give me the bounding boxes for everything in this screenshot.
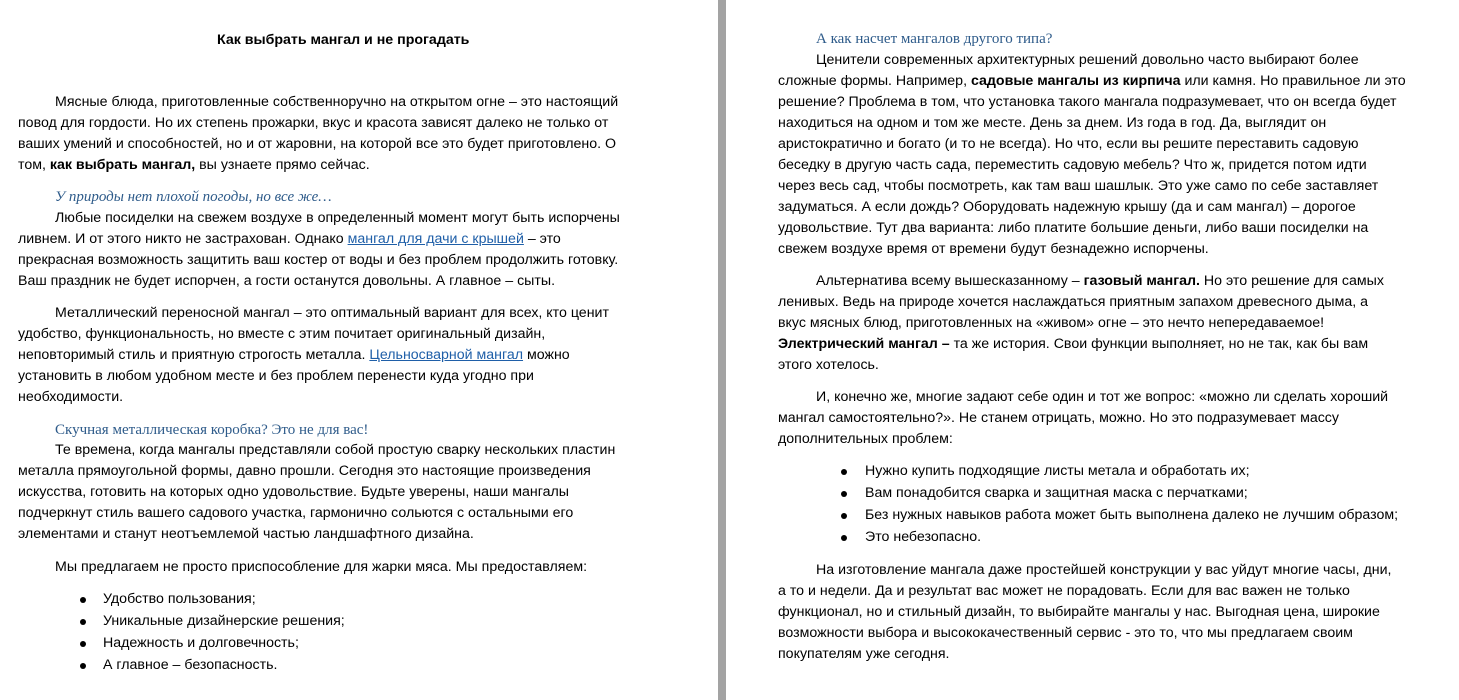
r-p2-line-2: ленивых. Ведь на природе хочется наслаждаться приятным запахом древесного дыма, а [778, 294, 1368, 310]
bullet-icon [80, 641, 86, 647]
r-p2-line-4: Электрический мангал – та же история. Свои функции выполняет, но не так, как бы вам [778, 336, 1369, 352]
r-p4-line-2: а то и недели. Да и результат вас может не порадовать. Если для вас важен не только [778, 583, 1350, 599]
p3-line-3: искусства, готовить на которых одно удовольствие. Будьте уверены, наши мангалы [18, 484, 569, 500]
r-p2-line-1: Альтернатива всему вышесказанному – газовый мангал. Но это решение для самых [816, 273, 1384, 289]
r-p4-line-5: покупателям уже сегодня. [778, 646, 950, 662]
intro-line-1: Мясные блюда, приготовленные собственноручно на открытом огне – это настоящий [55, 94, 619, 110]
bullet-icon [80, 619, 86, 625]
list-item: Вам понадобится сварка и защитная маска с перчатками; [865, 485, 1248, 501]
bullet-icon [841, 469, 847, 475]
r-p2-line-3: вкус мясных блюд, приготовленных на «живом» огне – это нечто непередаваемое! [778, 315, 1325, 331]
left-page [0, 0, 718, 700]
list-item: Надежность и долговечность; [103, 635, 299, 651]
p1-line-4: Ваш праздник не будет испорчен, а гости останутся довольны. А главное – сыты. [18, 273, 556, 289]
keyword-gas-grill: газовый мангал. [1083, 273, 1200, 289]
r-p1-line-9: удовольствие. Тут два варианта: либо платите большие деньги, либо ваши посиделки на [778, 220, 1369, 236]
r-p1-line-2: сложные формы. Например, садовые мангалы из кирпича или камня. Но правильное ли это [778, 73, 1406, 89]
keyword-how-to-choose: как выбрать мангал, [49, 157, 196, 173]
r-p1-line-10: свежем воздухе время от времени будут безнадежно испорчены. [778, 241, 1209, 257]
r-p1-line-6: беседку в другую часть сада, переместить садовую мебель? Что ж, придется потом идти [778, 157, 1367, 173]
list-item: Без нужных навыков работа может быть выполнена далеко не лучшим образом; [865, 507, 1399, 523]
r-p4-line-3: функционал, но и стильный дизайн, то выбирайте мангалы у нас. Выгодная цена, широкие [778, 604, 1380, 620]
bullet-icon [80, 597, 86, 603]
link-roof-grill[interactable]: мангал для дачи с крышей [347, 231, 524, 247]
p1-line-1: Любые посиделки на свежем воздухе в определенный момент могут быть испорчены [55, 210, 620, 226]
p2-line-1: Металлический переносной мангал – это оптимальный вариант для всех, кто ценит [55, 305, 609, 321]
heading-boring-box: Скучная металлическая коробка? Это не для вас! [55, 422, 369, 438]
keyword-electric-grill: Электрический мангал – [778, 336, 950, 352]
intro-line-4: том, как выбрать мангал, вы узнаете прямо сейчас. [18, 157, 370, 173]
bullet-icon [80, 663, 86, 669]
p2-line-5: необходимости. [18, 389, 124, 405]
p4-line: Мы предлагаем не просто приспособление для жарки мяса. Мы предоставляем: [55, 559, 588, 575]
r-p3-line-2: мангал самостоятельно?». Не станем отрицать, можно. Но это подразумевает массу [778, 410, 1339, 426]
intro-line-3: ваших умений и способностей, но и от жаровни, на которой все это будет приготовлено. О [18, 136, 617, 152]
list-item: Нужно купить подходящие листы метала и обработать их; [865, 463, 1250, 479]
r-p1-line-1: Ценители современных архитектурных решений довольно часто выбирают более [816, 52, 1359, 68]
p3-line-5: элементами и станут неотъемлемой частью ландшафтного дизайна. [18, 526, 474, 542]
p1-line-3: прекрасная возможность защитить ваш костер от воды и без проблем продолжить готовку. [18, 252, 619, 268]
r-p1-line-4: находиться на одном и том же месте. День за днем. Из года в год. Да, выглядит он [778, 115, 1327, 131]
p1-line-2: ливнем. И от этого никто не застрахован. Однако мангал для дачи с крышей – это [18, 231, 561, 247]
list-item: Уникальные дизайнерские решения; [103, 613, 345, 629]
r-p4-line-1: На изготовление мангала даже простейшей конструкции у вас уйдут многие часы, дни, [816, 562, 1392, 578]
list-item: Это небезопасно. [865, 529, 982, 545]
r-p4-line-4: возможности выбора и высококачественный сервис - это то, что мы предлагаем своим [778, 625, 1353, 641]
r-p1-line-5: аристократично и богато (и то не всегда). Но что, если вы решите переставить садовую [778, 136, 1359, 152]
r-p1-line-8: задуматься. А если дождь? Оборудовать надежную крышу (да и сам мангал) – дорогое [778, 199, 1356, 215]
r-p2-line-5: этого хотелось. [778, 357, 879, 373]
p3-line-2: металла прямоугольной формы, давно прошли. Сегодня это настоящие произведения [18, 463, 591, 479]
list-item: А главное – безопасность. [103, 657, 278, 673]
intro-line-2: повод для гордости. Но их степень прожарки, вкус и красота зависят далеко не только от [18, 115, 609, 131]
document-title: Как выбрать мангал и не прогадать [217, 32, 470, 48]
r-p3-line-3: дополнительных проблем: [778, 431, 953, 447]
r-p1-line-3: решение? Проблема в том, что установка такого мангала подразумевает, что он всегда будет [778, 94, 1397, 110]
list-item: Удобство пользования; [103, 591, 256, 607]
right-page [726, 0, 1459, 700]
p2-line-3: неповторимый стиль и приятную строгость металла. Цельносварной мангал можно [18, 347, 570, 363]
p2-line-4: установить в любом удобном месте и без проблем перенести куда угодно при [18, 368, 534, 384]
page-divider [718, 0, 726, 700]
p3-line-1: Те времена, когда мангалы представляли собой простую сварку нескольких пластин [55, 442, 616, 458]
r-p3-line-1: И, конечно же, многие задают себе один и тот же вопрос: «можно ли сделать хороший [816, 389, 1389, 405]
link-welded-grill[interactable]: Цельносварной мангал [369, 347, 524, 363]
r-p1-line-7: через весь сад, чтобы посмотреть, как там ваш шашлык. Это уже само по себе заставляет [778, 178, 1379, 194]
p3-line-4: подчеркнут стиль вашего садового участка, гармонично сольются с остальными его [18, 505, 574, 521]
bullet-icon [841, 491, 847, 497]
bullet-icon [841, 513, 847, 519]
heading-weather: У природы нет плохой погоды, но все же… [55, 189, 332, 205]
p2-line-2: удобство, функциональность, но вместе с этим почитает оригинальный дизайн, [18, 326, 546, 342]
bullet-icon [841, 535, 847, 541]
heading-other-types: А как насчет мангалов другого типа? [816, 31, 1053, 47]
keyword-brick-grills: садовые мангалы из кирпича [970, 73, 1181, 89]
